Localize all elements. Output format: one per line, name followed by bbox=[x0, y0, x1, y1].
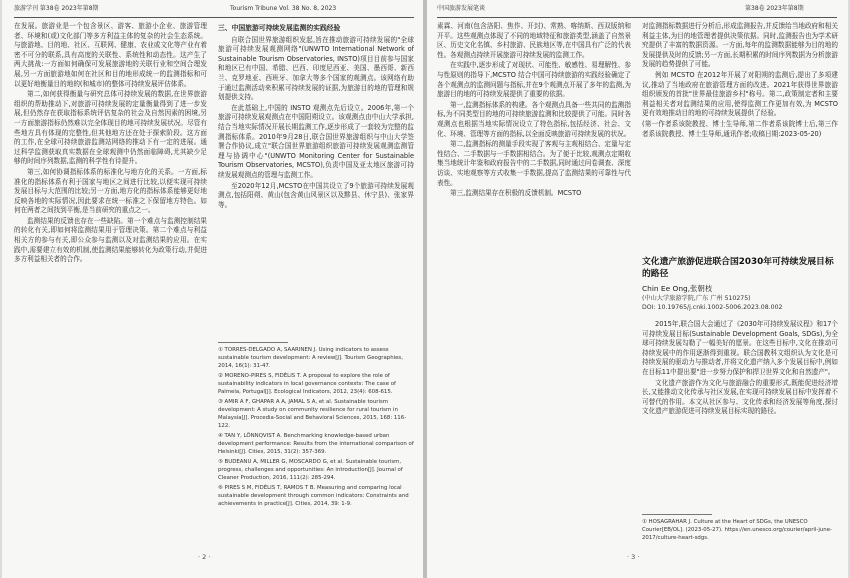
paragraph: 文化遗产旅游作为文化与旅游融合的重要形式,既能促进经济增长,又能推动文化传承与社区发展,在实现可持续发展目标中发挥着不可替代的作用。本文从社区参与、文化传承和经济发展等角度,探讨文化遗产旅游促进可持续发展目标实现的路径。 bbox=[642, 378, 838, 416]
paragraph: 在发展。旅游业是一个包含景区、游客、旅游小企业、旅游管理者、环境和(或)文化部门等多方利益主体的复杂的社会生态系统。与旅游地、目的地、社区、互联网、健康、农业或文化等产业有着密不可分的联系,具有高度的关联性、系统性和动态性。这产生了两大挑战:一方面如何确保可发展旅游地的关联行业和空间合理发展,另一方面旅游地如何在社区和目的地形成统一的监测指标和可以更好地衡量目的地的(和城市)的整体可持续发展评估体系。 bbox=[14, 22, 207, 88]
right-header-section: 中国旅游发展笔谈 bbox=[437, 5, 486, 12]
paragraph: 监测结果的反馈也存在一些缺陷。第一个难点与监测控制结果的转化有关,即如何将监测结果用于管理决策。第二个难点与利益相关方的参与有关,即公众参与监测以及对监测结果的应用。在实践中,需要建立有效的机制,使监测结果能够转化为政策行动,并促进多方利益相关者的合作。 bbox=[14, 216, 207, 264]
paragraph: 第二,如何获得衡量与研究总体可持续发展的数据,在世界旅游组织的帮助推动下,对旅游可持续发展的定量衡量得到了进一步发展,但仍然存在获取指标系统评估复杂的社会及自然因素的困境,另一方面旅游指标仍然难以完全体现目的地可持续发展状况。尽管有些地方具有体现的完整性,但其他地方还在处于探索阶段。这方面的工作,在全球可持续旅游监测站网络的推动下有一定的进展。通过科学监测获取真实数据在全球观测中仍然面临障碍,尤其缺少足够的时间序列数据,监测的科学性有待提升。 bbox=[14, 90, 207, 166]
paragraph: 在实践中,逐步形成了对现状、可能性、敏感性、易理解性、参与性原则的指导下,MCSTO 结合中国可持续旅游的实践经验确定了各个观测点的监测问题与指标,并在9个观测点开展了多年的监测,为旅游目的地的可持续发展提供了重要的依据。 bbox=[437, 61, 631, 99]
references-list bbox=[218, 346, 414, 546]
paragraph: 在此基础上,中国的 INSTO 观测点先后设立。2006年,第一个旅游可持续发展观测点在中国阳朔设立。该观测点由中山大学承担,结合当地实际情况开展长期监测工作,逐步形成了一套较为完整的监测指标体系。2010年9月28日,联合国世界旅游组织与中山大学签署合作协议,成立"联合国世界旅游组织旅游可持续发展观测监测管理与协调中心"(UNWTO Monitoring Center for Sustainable Tourism Observatories, MCSTO),负责中国及亚太地区旅游可持续发展观测点的管理与监测工作。 bbox=[218, 103, 414, 179]
reference-item: ④ TAN Y, LÖNNQVIST A. Benchmarking knowledge-based urban development performance: Results from the international comparison of Helsinki[J]. Cities, 2015, 31(2): 357-369. bbox=[218, 433, 414, 455]
left-column-1 bbox=[14, 22, 207, 548]
article-author: Chin Ee Ong,张朝枝 bbox=[642, 284, 713, 293]
paragraph: 例如 MCSTO 在2012年开展了对阳朔的监测后,提出了多项建议,推动了当地政府在旅游管理方面的改进。2021年获得世界旅游组织颁发的首批"世界最佳旅游乡村"称号。第二,政策制定者和主要利益相关者对监测结果的应用,使得监测工作更加有效,为 MCSTO 更有效地推动目的地的可持续发展提供了经验。 bbox=[642, 70, 838, 118]
left-header-rule bbox=[14, 17, 414, 18]
article-title: 文化遗产旅游促进联合国2030年可持续发展目标的路径 bbox=[642, 257, 834, 279]
references-rule bbox=[218, 342, 288, 343]
left-column-2 bbox=[218, 22, 414, 338]
right-header-journal: 第38卷 2023年第8期 bbox=[745, 5, 804, 12]
reference-item: ③ AMIR A F, GHAPAR A A, JAMAL S A, et al. Sustainable tourism development: A study on community resilience for rural tourism in Malaysia[J]. Procedia-Social and Behavioral Sciences, 2015, 168: 116-122. bbox=[218, 399, 407, 429]
article-body bbox=[642, 320, 838, 510]
paragraph: 对监测指标数据进行分析后,形成监测报告,并反馈给当地政府和相关利益主体,为目的地管理者提供决策依据。同时,监测报告也为学术研究提供了丰富的数据资源。一方面,每年的监测数据能够为目的地的发展提供及时的反馈;另一方面,长期积累的时间序列数据为分析旅游发展的趋势提供了可能。 bbox=[642, 22, 838, 69]
paragraph: 第一,监测指标体系的构建。各个观测点具备一些共同的监测指标,为不同类型目的地的可持续旅游监测和比较提供了可能。同时各观测点也根据当地实际情况设立了特色指标,包括经济、社会、文化、环境、管理等方面的指标,以全面反映旅游可持续发展的状况。 bbox=[437, 100, 631, 138]
article-doi: DOI: 10.19765/j.cnki.1002-5006.2023.08.002 bbox=[642, 304, 783, 311]
left-page bbox=[2, 0, 423, 578]
footnote: ① HOSAGRAHAR J. Culture at the Heart of SDGs, the UNESCO Courier[EB/OL]. (2023-05-27). https://en.unesco.org/courier/april-june-2017/culture-heart-sdgs. bbox=[642, 519, 832, 541]
right-page-number: · 3 · bbox=[627, 553, 640, 561]
left-header-journal: 旅游学刊 第38卷 2023年第8期 bbox=[14, 5, 99, 12]
right-column-2-continued bbox=[642, 22, 838, 222]
reference-item: ① TORRES-DELGADO A, SAARINEN J. Using indicators to assess sustainable tourism development: A review[J]. Tourism Geographies, 2014, 16(1): 31-47. bbox=[218, 347, 403, 369]
paragraph: 第三,监测结果存在积极的反馈机制。MCSTO bbox=[450, 189, 582, 198]
right-header-rule bbox=[437, 17, 837, 18]
footnote-rule bbox=[642, 514, 712, 515]
left-page-number: · 2 · bbox=[198, 553, 211, 561]
article-header bbox=[642, 256, 838, 312]
reference-item: ② MORENO-PIRES S, FIDÉLIS T. A proposal to explore the role of sustainability indicators in local governance contexts: The case of Palmela, Portugal[J]. Ecological Indicators, 2012, 23(4): 608-615. bbox=[218, 373, 396, 395]
left-header-english: Tourism Tribune Vol. 38 No. 8, 2023 bbox=[230, 5, 337, 12]
section-heading: 三、中国旅游可持续发展监测的实践经验 bbox=[218, 24, 341, 32]
reference-item: ⑤ BUDEANU A, MILLER G, MOSCARDO G, et al. Sustainable tourism, progress, challenges and opportunities: An introduction[J]. Journal of Cleaner Production, 2016, 111(2): 285-294. bbox=[218, 459, 403, 481]
affiliation-note: (第一作者系该院教授、博士生导师,第二作者系该院博士后,第三作者系该院教授、博士生导师,通讯作者;收稿日期:2023-05-20) bbox=[642, 119, 838, 138]
paragraph: 2015年,联合国大会通过了《2030年可持续发展议程》和17个可持续发展目标(Sustainable Development Goals, SDGs),为全球可持续发展勾勒了一幅美好的愿景。在这些目标中,文化在推动可持续发展中的作用逐渐得到重视。联合国教科文组织认为文化是可持续发展的驱动力与推动者,并将文化遗产纳入多个发展目标中,例如在目标11中提出要"进一步努力保护和捍卫世界文化和自然遗产"。 bbox=[642, 320, 838, 376]
paragraph: 自联合国世界旅游组织发起,旨在推动旅游可持续发展的"全球旅游可持续发展观测网络"(UNWTO International Network of Sustainable Tourism Observatories, INSTO)项目目前参与国家和地区已有中国、希腊、巴西、印度尼西亚、美国、墨西哥、新西兰、克罗地亚、西班牙、加拿大等多个国家的观测点。该网络有助于通过监测活动来积累可持续发展的证据,为旅游目的地的管理和规划提供支持。 bbox=[218, 35, 414, 102]
reference-item: ⑥ PIRES S M, FIDÉLIS T, RAMOS T B. Measuring and comparing local sustainable development through common indicators: Constraints and achievements in practice[J]. Cities, 2014, 39: 1-9. bbox=[218, 485, 409, 507]
right-page bbox=[427, 0, 848, 578]
right-column-1 bbox=[437, 22, 631, 550]
paragraph: 素霖、河南(包含洛阳、焦作、开封)、常熟、喀纳斯、西双版纳和开平。这些观测点体现了不同的地域特征和旅游类型,涵盖了自然景区、历史文化名镇、乡村旅游、民族地区等,在中国具有广泛的代表性。各观测点持续开展旅游可持续发展的监测工作。 bbox=[437, 22, 631, 59]
article-affiliation: (中山大学旅游学院,广东 广州 510275) bbox=[642, 295, 751, 302]
paragraph: 第二,监测指标的测量手段实现了客观与主观相结合、定量与定性结合、二手数据与一手数据相结合。为了便于比较,观测点定期收集当地统计年鉴和政府报告中的二手数据,同时通过问卷调查、深度访谈、实地观察等方式收集一手数据,提高了监测结果的可靠性与代表性。 bbox=[437, 140, 631, 187]
paragraph: 第三,如何协调指标体系的标准化与地方化的关系。一方面,标准化的指标体系有利于国家与地区之间进行比较,以便实现可持续发展目标与大范围的比较;另一方面,地方化的指标体系能够更好地反映各地的实际情况,因此要求在统一标准之下保留地方特色。如何在两者之间找到平衡,是当前研究的重点之一。 bbox=[14, 167, 207, 215]
paragraph: 至2020年12月,MCSTO在中国共设立了9个旅游可持续发展观测点,包括阳朔、黄山(包含黄山风景区以及黟县、休宁县)、张家界等。 bbox=[218, 181, 414, 209]
